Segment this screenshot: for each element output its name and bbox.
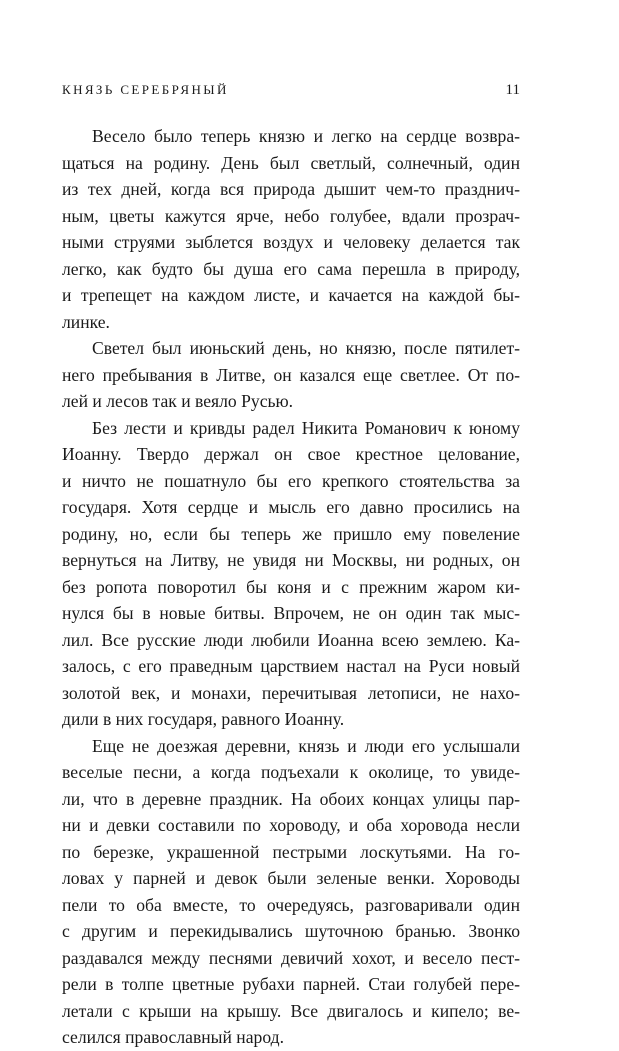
paragraph: [62, 123, 520, 335]
text-line: по березке, украшенной пестрыми лоскутьями. На го-: [62, 841, 520, 862]
text-line: дили в них государя, равного Иоанну.: [62, 709, 345, 729]
text-line: раздавался между песнями девичий хохот, и весело пест-: [62, 947, 520, 968]
paragraph: [62, 733, 520, 1051]
text-line: него пребывания в Литве, он казался еще светлее. От по-: [62, 364, 520, 385]
text-line: и трепещет на каждом листе, и качается на каждой бы-: [62, 285, 520, 305]
text-line: щаться на родину. День был светлый, солнечный, один: [62, 152, 520, 173]
text-line: линке.: [62, 311, 110, 332]
text-line: Без лести и кривды радел Никита Романович к юному: [92, 417, 520, 438]
text-line: лил. Все русские люди любили Иоанна всею землею. Ка-: [62, 629, 520, 650]
text-line: лей и лесов так и веяло Русью.: [62, 391, 294, 411]
text-line: и ничто не пошатнуло бы его крепкого стоятельства за: [62, 470, 520, 491]
text-line: пели то оба вместе, то очередуясь, разговаривали один: [62, 894, 520, 915]
body-text: [62, 123, 520, 1051]
text-line: ловах у парней и девок были зеленые венки. Хороводы: [62, 868, 520, 888]
paragraph: [62, 335, 520, 415]
text-line: из тех дней, когда вся природа дышит чем-то празднич-: [62, 179, 520, 199]
text-line: государя. Хотя сердце и мысль его давно просились на: [62, 497, 520, 517]
text-line: без ропота поворотил бы коня и с прежним жаром ки-: [62, 576, 520, 597]
text-line: Иоанну. Твердо держал он свое крестное целование,: [62, 444, 520, 464]
text-line: веселые песни, а когда подъехали к околице, то увиде-: [62, 762, 520, 782]
text-line: ным, цветы кажутся ярче, небо голубее, вдали прозрач-: [62, 205, 520, 226]
text-line: залось, с его праведным царствием настал на Руси новый: [62, 656, 520, 676]
text-line: ными струями зыблется воздух и человеку делается так: [62, 232, 520, 252]
text-line: Еще не доезжая деревни, князь и люди его услышали: [92, 735, 520, 756]
text-line: нулся бы в новые битвы. Впрочем, не он один так мыс-: [62, 603, 520, 623]
text-line: селился православный народ.: [62, 1027, 284, 1047]
text-line: золотой век, и монахи, перечитывая летописи, не нахо-: [62, 682, 520, 703]
text-line: с другим и перекидывались шуточною бранью. Звонко: [62, 921, 520, 941]
text-line: летали с крыши на крышу. Все двигалось и кипело; ве-: [62, 1000, 520, 1021]
text-line: ли, что в деревне праздник. На обоих концах улицы пар-: [62, 788, 520, 809]
text-line: вернуться на Литву, не увидя ни Москвы, ни родных, он: [62, 550, 520, 570]
text-line: родину, но, если бы теперь же пришло ему повеление: [62, 523, 520, 544]
text-line: Весело было теперь князю и легко на сердце возвра-: [92, 126, 520, 146]
paragraph: [62, 415, 520, 733]
running-title: КНЯЗЬ СЕРЕБРЯНЫЙ: [62, 82, 229, 97]
text-line: легко, как будто бы душа его сама перешла в природу,: [62, 258, 520, 279]
text-line: рели в толпе цветные рубахи парней. Стаи голубей пере-: [62, 974, 520, 994]
page-number: 11: [505, 82, 520, 98]
text-line: Светел был июньский день, но князю, после пятилет-: [92, 338, 520, 358]
running-head: [62, 80, 520, 100]
text-line: ни и девки составили по хороводу, и оба хоровода несли: [62, 815, 520, 835]
